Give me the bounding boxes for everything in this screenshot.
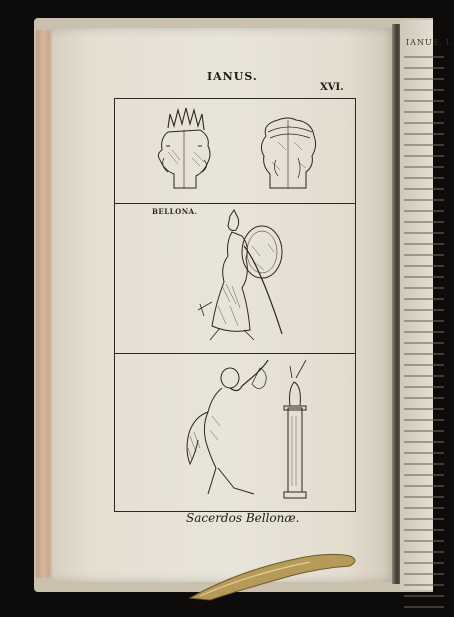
priest-of-bellona-engraving [172, 356, 332, 508]
plate-caption: Sacerdos Bellonæ. [186, 511, 300, 525]
facing-page-text-block [404, 56, 444, 617]
janus-heads-engraving [138, 102, 338, 196]
page-holder-clip [180, 540, 440, 600]
facing-page [400, 20, 454, 590]
facing-page-running-head: IANUS. I. [406, 38, 454, 47]
page-title: IANUS. [207, 70, 258, 83]
plate-number: XVI. [320, 82, 344, 93]
bellona-figure-engraving [190, 206, 300, 346]
panel-label-bellona: BELLONA. [152, 207, 198, 216]
